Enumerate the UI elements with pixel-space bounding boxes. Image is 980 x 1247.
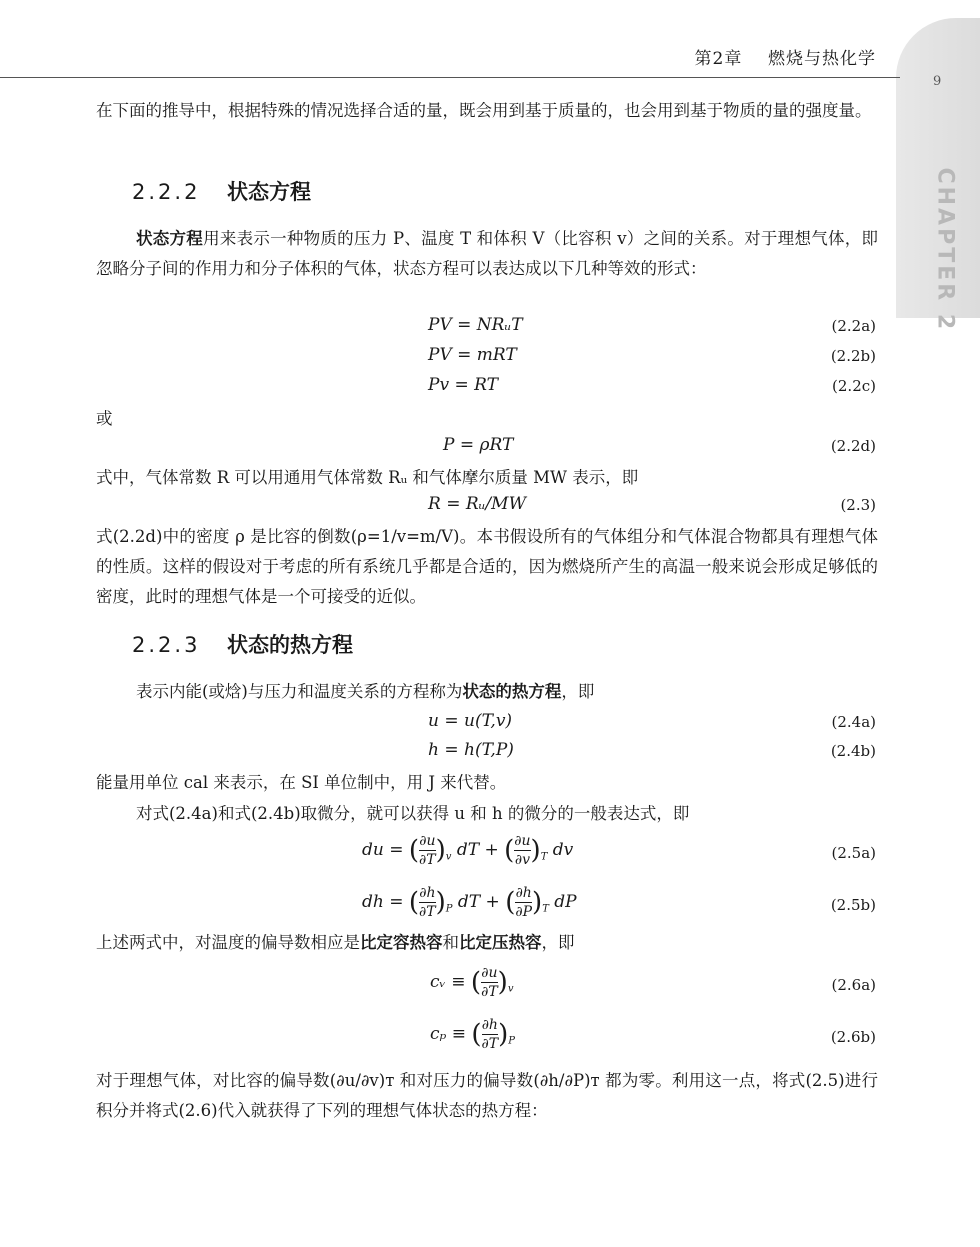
paragraph-text: 表示内能(或焓)与压力和温度关系的方程称为 <box>136 682 463 701</box>
paragraph-text: ，即 <box>561 682 595 701</box>
equation-label-2-3: (2.3) <box>840 496 876 514</box>
equation-2-5a: du = ( $\frac{\partial u}{\partial T}$ )$_v$ dT + ( $\frac{\partial u}{\partial v}$ )$_T$ dv <box>362 833 574 868</box>
equation-label-2-5b: (2.5b) <box>830 896 876 914</box>
eq-lhs: cₚ ≡ <box>430 1024 466 1044</box>
header-chapter: 第2章 <box>694 49 743 69</box>
partial-fraction: $\frac{\partial u}{\partial T}$ <box>419 833 436 868</box>
running-header <box>695 44 876 69</box>
section-title: 状态方程 <box>227 180 311 204</box>
section-title: 状态的热方程 <box>227 633 353 657</box>
equation-2-2d: P = ρRT <box>443 435 514 455</box>
equation-2-4a: u = u(T,v) <box>428 711 513 731</box>
eq-lhs: du = <box>362 840 404 860</box>
equation-2-4b: h = h(T,P) <box>428 740 514 760</box>
term-state-equation: 状态方程 <box>136 229 204 248</box>
term-caloric-equation: 状态的热方程 <box>462 682 562 701</box>
header-title: 燃烧与热化学 <box>768 49 876 69</box>
section-number: 2.2.3 <box>132 633 201 657</box>
equation-label-2-6b: (2.6b) <box>830 1028 876 1046</box>
paragraph-differentials: 对式(2.4a)和式(2.4b)取微分，就可以获得 u 和 h 的微分的一般表达式，即 <box>136 804 690 823</box>
paragraph-intro: 在下面的推导中，根据特殊的情况选择合适的量，既会用到基于质量的，也会用到基于物质的量的强度量。 <box>96 101 872 120</box>
partial-fraction: $\frac{\partial h}{\partial T}$ <box>419 885 436 920</box>
section-heading-2-2-3 <box>132 629 353 659</box>
equation-label-2-6a: (2.6a) <box>831 976 876 994</box>
equation-2-3: R = Rᵤ/MW <box>428 494 527 514</box>
partial-fraction: $\frac{\partial h}{\partial P}$ <box>515 885 533 920</box>
equation-label-2-4a: (2.4a) <box>831 713 876 731</box>
section-heading-2-2-2 <box>132 176 311 206</box>
equation-2-6a: cᵥ ≡ ( $\frac{\partial u}{\partial T}$ )$_v$ <box>430 965 514 1000</box>
paragraph-density: 式(2.2d)中的密度 ρ 是比容的倒数(ρ=1/v=m/V)。本书假设所有的气体组分和气体混合物都具有理想气体的性质。这样的假设对于考虑的所有系统几乎都是合适的，因为燃烧所产生的高温一般来说会形成足够低的密度，此时的理想气体是一个可接受的近似。 <box>96 527 878 606</box>
paragraph-state-equation <box>96 224 878 284</box>
equation-2-6b: cₚ ≡ ( $\frac{\partial h}{\partial T}$ )$_P$ <box>430 1017 515 1052</box>
equation-2-2c: Pv = RT <box>428 375 498 395</box>
partial-fraction: $\frac{\partial u}{\partial v}$ <box>514 833 531 868</box>
equation-label-2-2d: (2.2d) <box>830 437 876 455</box>
eq-lhs: cᵥ ≡ <box>430 972 466 992</box>
paragraph-ideal-gas-partials: 对于理想气体，对比容的偏导数(∂u/∂v)ᴛ 和对压力的偏导数(∂h/∂P)ᴛ 都为零。利用这一点，将式(2.5)进行积分并将式(2.6)代入就获得了下列的理想气体状态的热方程： <box>96 1071 878 1120</box>
term-cv: 比定容热容 <box>360 933 443 952</box>
partial-fraction: $\frac{\partial u}{\partial T}$ <box>481 965 498 1000</box>
equation-label-2-2a: (2.2a) <box>831 317 876 335</box>
header-rule <box>0 77 900 78</box>
partial-fraction: $\frac{\partial h}{\partial T}$ <box>481 1017 499 1052</box>
page-number: 9 <box>933 74 942 89</box>
paragraph-caloric-equation <box>96 677 878 707</box>
section-number: 2.2.2 <box>132 180 201 204</box>
paragraph-gas-constant: 式中，气体常数 R 可以用通用气体常数 Rᵤ 和气体摩尔质量 MW 表示，即 <box>96 468 639 487</box>
equation-label-2-2b: (2.2b) <box>830 347 876 365</box>
paragraph-heat-capacities: 上述两式中，对温度的偏导数相应是比定容热容和比定压热容，即 <box>96 933 575 952</box>
equation-label-2-5a: (2.5a) <box>831 844 876 862</box>
paragraph-text: 用来表示一种物质的压力 P、温度 T 和体积 V（比容积 v）之间的关系。对于理想气体，即忽略分子间的作用力和分子体积的气体，状态方程可以表达成以下几种等效的形式： <box>96 229 878 278</box>
chapter-tab-label: CHAPTER 2 <box>932 167 958 333</box>
equation-2-5b: dh = ( $\frac{\partial h}{\partial T}$ )$_P$ dT + ( $\frac{\partial h}{\partial P}$ )$_T$ dP <box>362 885 577 920</box>
equation-label-2-2c: (2.2c) <box>832 377 876 395</box>
eq-lhs: dh = <box>362 892 404 912</box>
equation-2-2a: PV = NRᵤT <box>428 315 523 335</box>
paragraph-or: 或 <box>96 409 113 428</box>
equation-2-2b: PV = mRT <box>428 345 517 365</box>
term-cp: 比定压热容 <box>459 933 542 952</box>
paragraph-energy-units: 能量用单位 cal 来表示，在 SI 单位制中，用 J 来代替。 <box>96 773 507 792</box>
equation-label-2-4b: (2.4b) <box>830 742 876 760</box>
paragraph-text: 上述两式中，对温度的偏导数相应是 <box>96 933 360 952</box>
